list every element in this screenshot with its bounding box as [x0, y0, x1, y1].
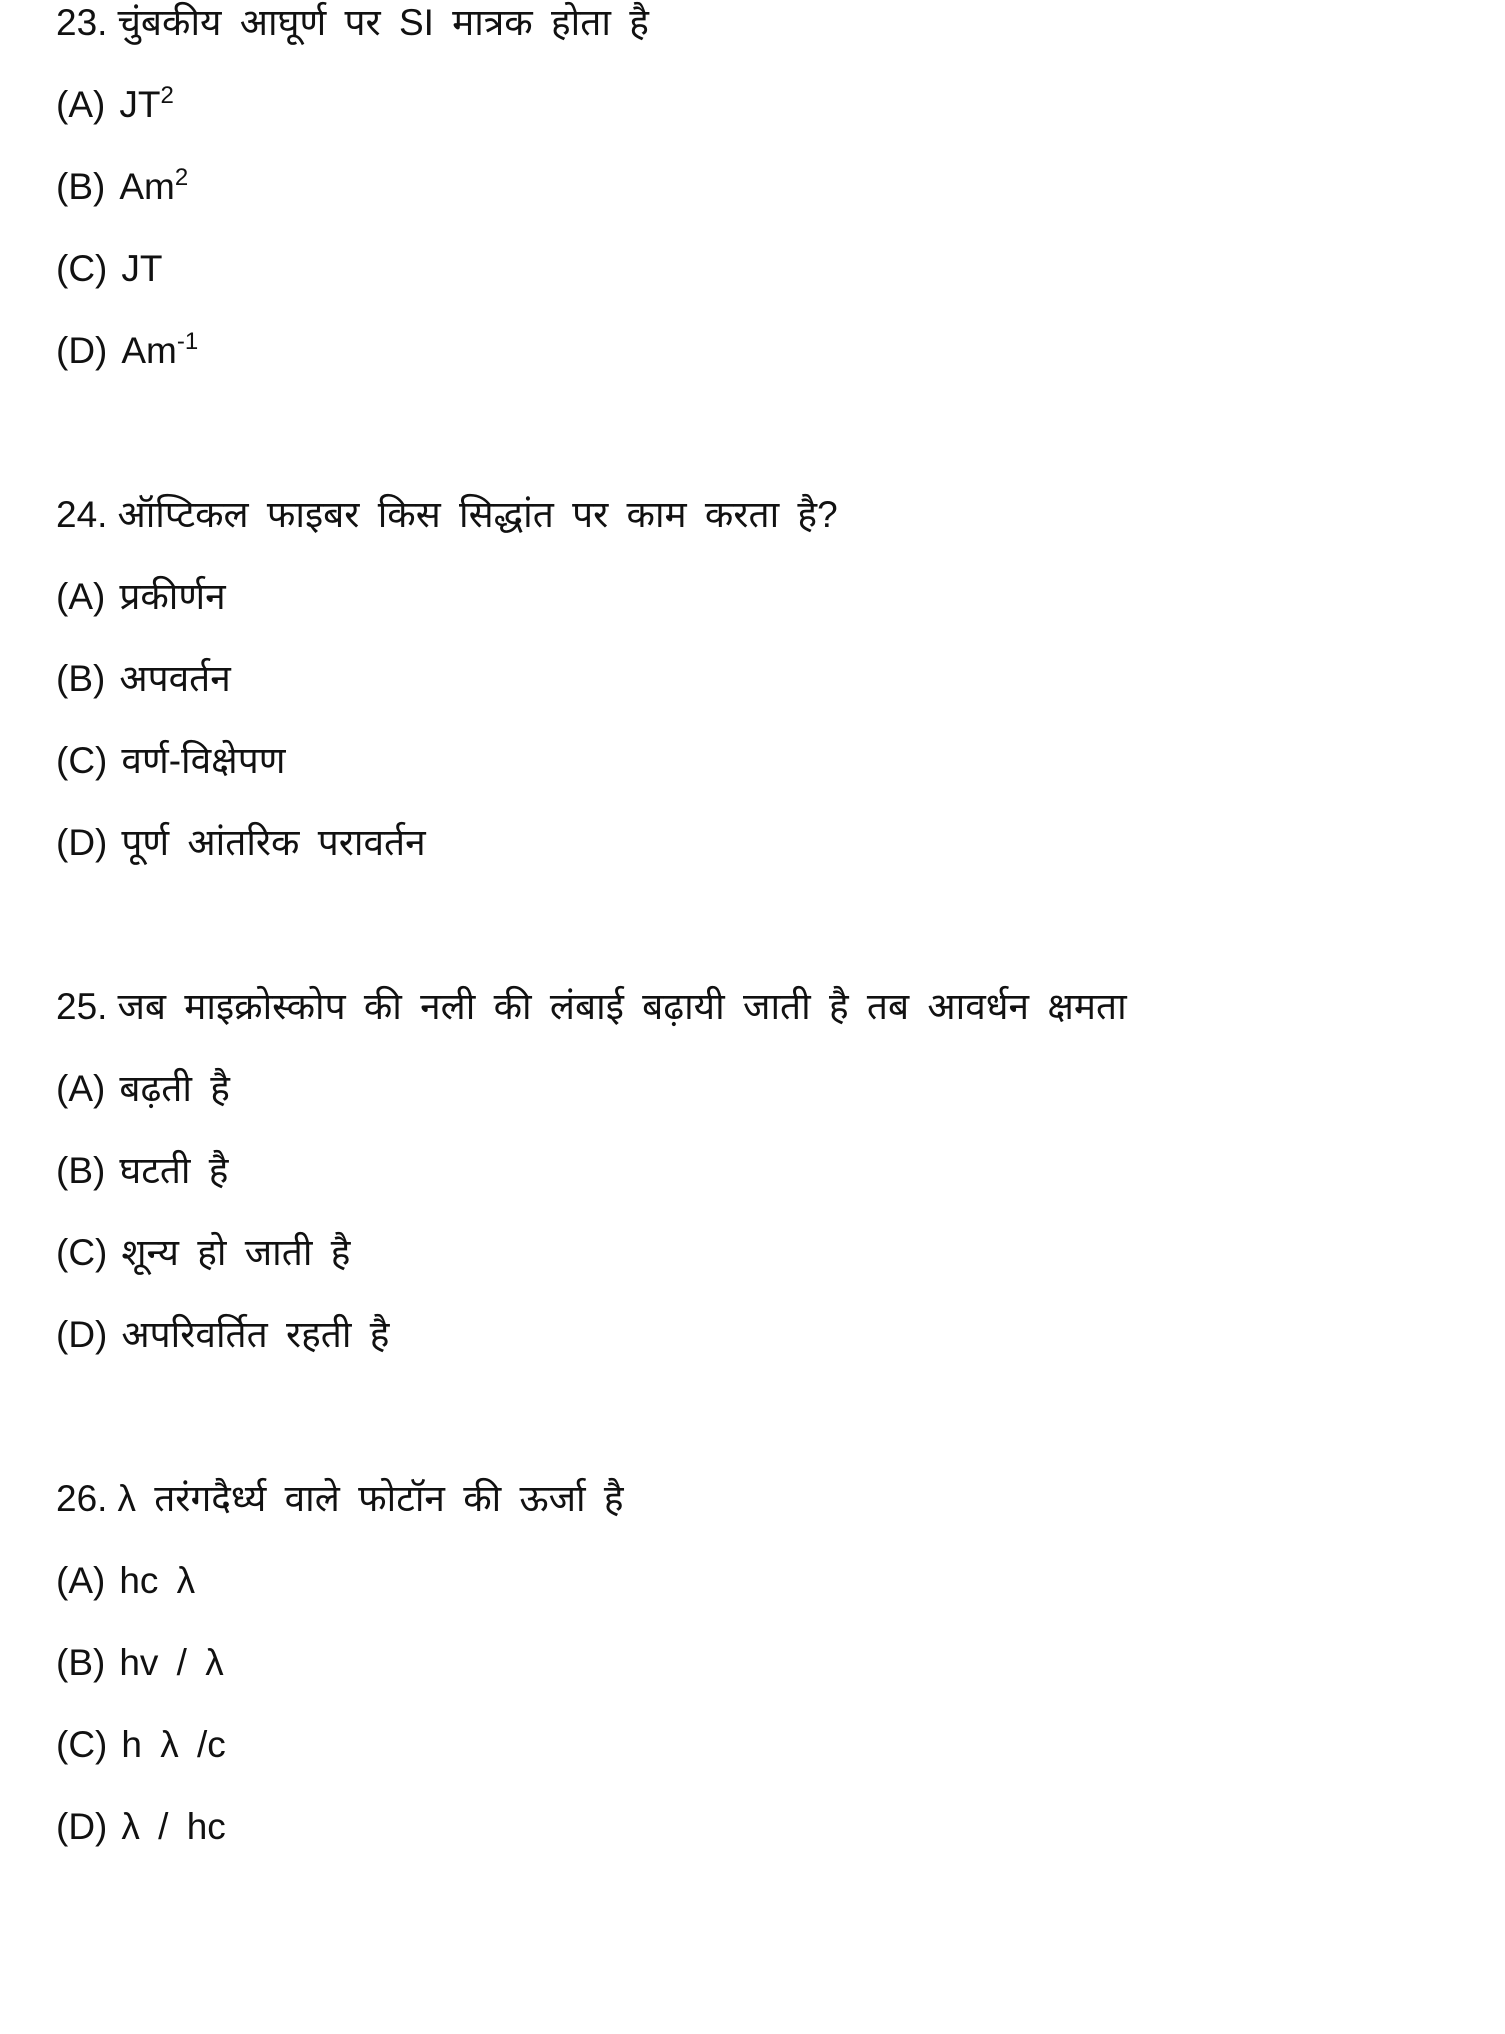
option-label: (C): [56, 1724, 108, 1765]
option-superscript: -1: [176, 328, 199, 355]
option-text: घटती है: [119, 1150, 229, 1191]
option-text: Am: [121, 330, 177, 371]
option-d: [56, 802, 1456, 884]
option-text: Am: [119, 166, 175, 207]
option-c: [56, 1212, 1456, 1294]
question-number: 26.: [56, 1478, 108, 1519]
option-text: h λ /c: [121, 1724, 226, 1765]
option-d: [56, 1294, 1456, 1376]
option-c: [56, 720, 1456, 802]
option-label: (A): [56, 576, 106, 617]
question-number: 23.: [56, 2, 108, 43]
question-text: चुंबकीय आघूर्ण पर SI मात्रक होता है: [117, 2, 649, 43]
option-label: (B): [56, 166, 106, 207]
option-text: शून्य हो जाती है: [121, 1232, 351, 1273]
option-label: (C): [56, 248, 108, 289]
option-superscript: 2: [160, 82, 174, 109]
option-text: पूर्ण आंतरिक परावर्तन: [121, 822, 426, 863]
option-text: प्रकीर्णन: [119, 576, 226, 617]
option-superscript: 2: [174, 164, 189, 191]
option-c: [56, 228, 1456, 310]
question-text: ऑप्टिकल फाइबर किस सिद्धांत पर काम करता है?: [117, 494, 838, 535]
question-page: [56, 0, 1456, 1950]
option-label: (D): [56, 1806, 108, 1847]
option-label: (C): [56, 740, 108, 781]
question-25: [56, 966, 1456, 1376]
option-text: बढ़ती है: [119, 1068, 230, 1109]
option-label: (D): [56, 822, 108, 863]
question-26: [56, 1458, 1456, 1868]
option-text: अपरिवर्तित रहती है: [121, 1314, 390, 1355]
option-text: λ / hc: [121, 1806, 226, 1847]
option-a: [56, 1540, 1456, 1622]
option-text: hv / λ: [119, 1642, 224, 1683]
option-label: (A): [56, 1560, 106, 1601]
option-label: (B): [56, 1642, 106, 1683]
option-label: (B): [56, 1150, 106, 1191]
question-24: [56, 474, 1456, 884]
option-a: [56, 556, 1456, 638]
question-text: λ तरंगदैर्ध्य वाले फोटॉन की ऊर्जा है: [117, 1478, 624, 1519]
question-stem: [56, 1458, 1456, 1540]
option-label: (C): [56, 1232, 108, 1273]
option-a: [56, 1048, 1456, 1130]
option-d: [56, 1786, 1456, 1868]
option-b: [56, 1130, 1456, 1212]
question-text: जब माइक्रोस्कोप की नली की लंबाई बढ़ायी जाती है तब आवर्धन क्षमता: [117, 986, 1127, 1027]
option-text: JT: [121, 248, 163, 289]
option-label: (A): [56, 1068, 106, 1109]
option-label: (A): [56, 84, 106, 125]
question-stem: [56, 966, 1456, 1048]
option-text: वर्ण-विक्षेपण: [121, 740, 286, 781]
option-d: [56, 310, 1456, 392]
question-stem: [56, 474, 1456, 556]
option-b: [56, 638, 1456, 720]
option-b: [56, 1622, 1456, 1704]
question-23: [56, 0, 1456, 392]
option-c: [56, 1704, 1456, 1786]
option-a: [56, 64, 1456, 146]
option-text: hc λ: [119, 1560, 196, 1601]
option-label: (D): [56, 330, 108, 371]
question-number: 24.: [56, 494, 108, 535]
option-text: JT: [119, 84, 161, 125]
question-stem: [56, 0, 1456, 64]
option-b: [56, 146, 1456, 228]
option-label: (D): [56, 1314, 108, 1355]
question-number: 25.: [56, 986, 108, 1027]
option-text: अपवर्तन: [119, 658, 231, 699]
option-label: (B): [56, 658, 106, 699]
